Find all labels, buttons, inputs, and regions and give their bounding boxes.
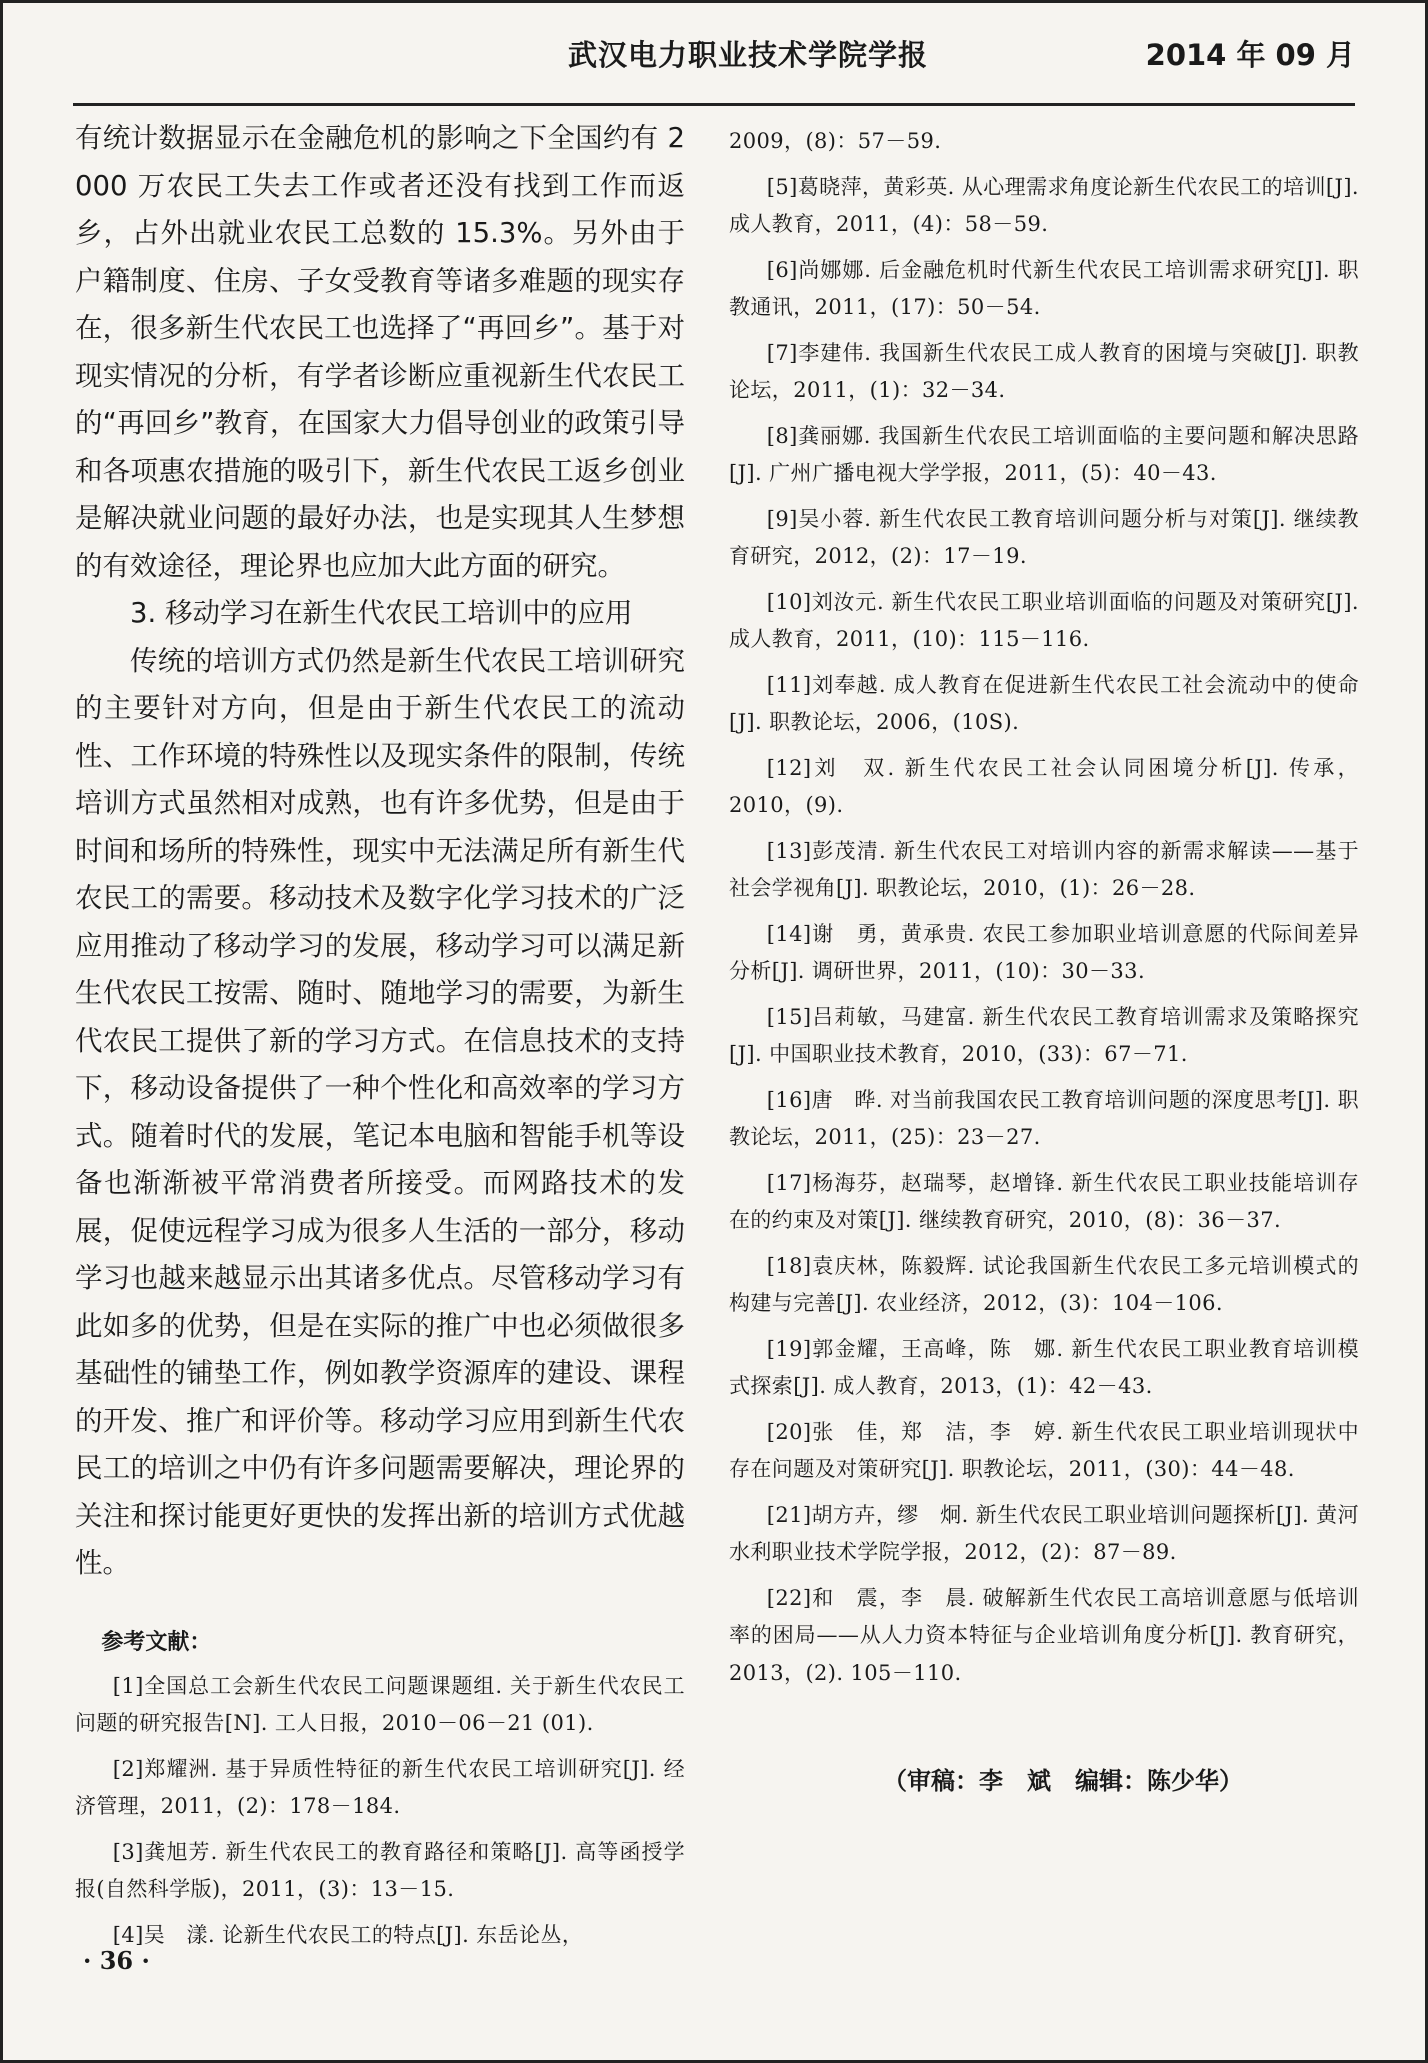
reference-item: [13]彭茂清. 新生代农民工对培训内容的新需求解读——基于社会学视角[J]. 职教论坛，2010，(1)：26－28.	[729, 838, 1359, 900]
reference-list	[75, 1668, 685, 1955]
reference-item: [11]刘奉越. 成人教育在促进新生代农民工社会流动中的使命[J]. 职教论坛，2006，(10S).	[729, 672, 1359, 734]
references-title: 参考文献：	[101, 1629, 212, 1655]
reference-item: [7]李建伟. 我国新生代农民工成人教育的困境与突破[J]. 职教论坛，2011，(1)：32－34.	[729, 340, 1359, 402]
reference-item: [19]郭金耀，王高峰，陈 娜. 新生代农民工职业教育培训模式探索[J]. 成人教育，2013，(1)：42－43.	[729, 1336, 1359, 1398]
reference-item: [2]郑耀洲. 基于异质性特征的新生代农民工培训研究[J]. 经济管理，2011，(2)：178－184.	[75, 1756, 685, 1818]
reference-item: [16]唐 晔. 对当前我国农民工教育培训问题的深度思考[J]. 职教论坛，2011，(25)：23－27.	[729, 1087, 1359, 1149]
reference-item: [18]袁庆林，陈毅辉. 试论我国新生代农民工多元培训模式的构建与完善[J]. 农业经济，2012，(3)：104－106.	[729, 1253, 1359, 1315]
section-heading: 3. 移动学习在新生代农民工培训中的应用	[130, 597, 633, 629]
right-column	[729, 123, 1359, 1692]
page-header	[3, 3, 1425, 73]
reference-item: [17]杨海芬，赵瑞琴，赵增锋. 新生代农民工职业技能培训存在的约束及对策[J]. 继续教育研究，2010，(8)：36－37.	[729, 1170, 1359, 1232]
reference-item: [4]吴 漾. 论新生代农民工的特点[J]. 东岳论丛，	[112, 1922, 584, 1947]
reference-item: [12]刘 双. 新生代农民工社会认同困境分析[J]. 传承，2010，(9).	[729, 755, 1359, 817]
reference-item: [10]刘汝元. 新生代农民工职业培训面临的问题及对策研究[J]. 成人教育，2011，(10)：115－116.	[729, 589, 1359, 651]
editor-credits: （审稿：李 斌 编辑：陈少华）	[883, 1767, 1243, 1795]
header-rule	[73, 103, 1355, 106]
reference-item: [15]吕莉敏，马建富. 新生代农民工教育培训需求及策略探究[J]. 中国职业技术教育，2010，(33)：67－71.	[729, 1004, 1359, 1066]
journal-title: 武汉电力职业技术学院学报	[568, 38, 929, 72]
left-column	[75, 115, 685, 1954]
reference-item: [5]葛晓萍，黄彩英. 从心理需求角度论新生代农民工的培训[J]. 成人教育，2011，(4)：58－59.	[729, 174, 1359, 236]
reference-item: [22]和 震，李 晨. 破解新生代农民工高培训意愿与低培训率的困局——从人力资本特征与企业培训角度分析[J]. 教育研究，2013，(2). 105－110.	[729, 1585, 1359, 1685]
reference-item: [8]龚丽娜. 我国新生代农民工培训面临的主要问题和解决思路[J]. 广州广播电视大学学报，2011，(5)：40－43.	[729, 423, 1359, 485]
reference-item: [6]尚娜娜. 后金融危机时代新生代农民工培训需求研究[J]. 职教通讯，2011，(17)：50－54.	[729, 257, 1359, 319]
issue-date: 2014 年 09 月	[1145, 38, 1355, 72]
reference-item: [3]龚旭芳. 新生代农民工的教育路径和策略[J]. 高等函授学报(自然科学版)，2011，(3)：13－15.	[75, 1839, 685, 1901]
reference-item: [1]全国总工会新生代农民工问题课题组. 关于新生代农民工问题的研究报告[N]. 工人日报，2010－06－21 (01).	[75, 1673, 685, 1735]
reference-item: [9]吴小蓉. 新生代农民工教育培训问题分析与对策[J]. 继续教育研究，2012，(2)：17－19.	[729, 506, 1359, 568]
body-paragraph: 传统的培训方式仍然是新生代农民工培训研究的主要针对方向，但是由于新生代农民工的流动性、工作环境的特殊性以及现实条件的限制，传统培训方式虽然相对成熟，也有许多优势，但是由于时间和场所的特殊性，现实中无法满足所有新生代农民工的需要。移动技术及数字化学习技术的广泛应用推动了移动学习的发展，移动学习可以满足新生代农民工按需、随时、随地学习的需要，为新生代农民工提供了新的学习方式。在信息技术的支持下，移动设备提供了一种个性化和高效率的学习方式。随着时代的发展，笔记本电脑和智能手机等设备也渐渐被平常消费者所接受。而网路技术的发展，促使远程学习成为很多人生活的一部分，移动学习也越来越显示出其诸多优点。尽管移动学习有此如多的优势，但是在实际的推广中也必须做很多基础性的铺垫工作，例如教学资源库的建设、课程的开发、推广和评价等。移动学习应用到新生代农民工的培训之中仍有许多问题需要解决，理论界的关注和探讨能更好更快的发挥出新的培训方式优越性。	[75, 644, 685, 1579]
page-number: · 36 ·	[83, 1946, 150, 1975]
body-paragraph: 有统计数据显示在金融危机的影响之下全国约有 2 000 万农民工失去工作或者还没有找到工作而返乡，占外出就业农民工总数的 15.3%。另外由于户籍制度、住房、子女受教育等诸多难题的现实存在，很多新生代农民工也选择了“再回乡”。基于对现实情况的分析，有学者诊断应重视新生代农民工的“再回乡”教育，在国家大力倡导创业的政策引导和各项惠农措施的吸引下，新生代农民工返乡创业是解决就业问题的最好办法，也是实现其人生梦想的有效途径，理论界也应加大此方面的研究。	[75, 122, 685, 582]
reference-item: [14]谢 勇，黄承贵. 农民工参加职业培训意愿的代际间差异分析[J]. 调研世界，2011，(10)：30－33.	[729, 921, 1359, 983]
reference-item: [20]张 佳，郑 洁，李 婷. 新生代农民工职业培训现状中存在问题及对策研究[J]. 职教论坛，2011，(30)：44－48.	[729, 1419, 1359, 1481]
reference-item: [21]胡方卉，缪 炯. 新生代农民工职业培训问题探析[J]. 黄河水利职业技术学院学报，2012，(2)：87－89.	[729, 1502, 1359, 1564]
reference-continuation: 2009，(8)：57－59.	[729, 129, 942, 153]
